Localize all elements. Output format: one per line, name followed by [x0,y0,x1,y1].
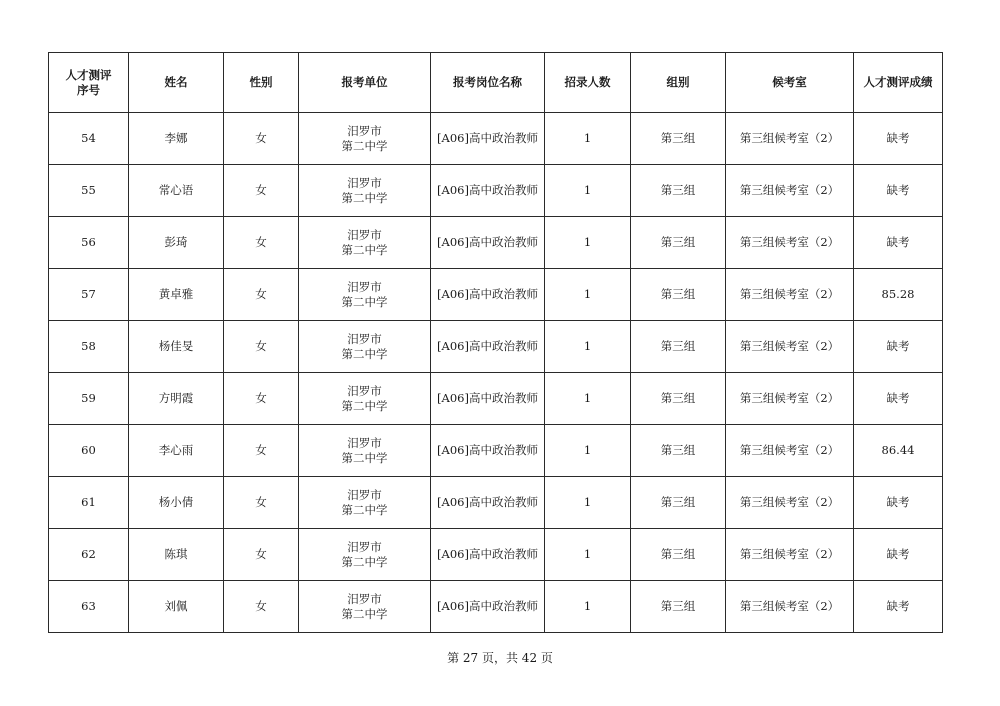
cell-group: 第三组 [631,269,726,321]
header-row [49,53,943,113]
unit-line-1: 汨罗市 [347,123,382,138]
cell-gender: 女 [224,425,299,477]
unit-line-2: 第二中学 [341,242,388,257]
cell-seq: 54 [49,113,129,165]
cell-unit [299,477,431,529]
cell-gender: 女 [224,477,299,529]
header-group: 组别 [631,53,726,113]
unit-line-1: 汨罗市 [347,331,382,346]
cell-room: 第三组候考室（2） [726,529,854,581]
cell-room: 第三组候考室（2） [726,477,854,529]
unit-line-2: 第二中学 [341,346,388,361]
cell-seq: 60 [49,425,129,477]
cell-score: 缺考 [854,217,943,269]
cell-quota: 1 [545,269,631,321]
cell-room: 第三组候考室（2） [726,165,854,217]
cell-name: 杨佳旻 [129,321,224,373]
cell-name: 李娜 [129,113,224,165]
cell-gender: 女 [224,321,299,373]
cell-group: 第三组 [631,165,726,217]
cell-unit [299,321,431,373]
table-row [49,425,943,477]
table-row [49,581,943,633]
unit-line-2: 第二中学 [341,190,388,205]
cell-quota: 1 [545,165,631,217]
table-row [49,217,943,269]
cell-unit [299,165,431,217]
cell-group: 第三组 [631,373,726,425]
cell-quota: 1 [545,581,631,633]
unit-line-1: 汨罗市 [347,487,382,502]
cell-score: 缺考 [854,477,943,529]
cell-position: [A06]高中政治教师 [431,529,545,581]
unit-line-1: 汨罗市 [347,279,382,294]
cell-unit [299,581,431,633]
results-table [48,52,943,633]
cell-seq: 61 [49,477,129,529]
cell-room: 第三组候考室（2） [726,581,854,633]
table-row [49,113,943,165]
cell-room: 第三组候考室（2） [726,321,854,373]
cell-group: 第三组 [631,477,726,529]
unit-line-1: 汨罗市 [347,227,382,242]
cell-seq: 58 [49,321,129,373]
cell-score: 缺考 [854,321,943,373]
cell-gender: 女 [224,113,299,165]
cell-group: 第三组 [631,581,726,633]
cell-position: [A06]高中政治教师 [431,113,545,165]
unit-line-2: 第二中学 [341,606,388,621]
cell-position: [A06]高中政治教师 [431,321,545,373]
cell-seq: 59 [49,373,129,425]
cell-unit [299,425,431,477]
unit-line-2: 第二中学 [341,138,388,153]
cell-seq: 56 [49,217,129,269]
table-row [49,321,943,373]
cell-group: 第三组 [631,529,726,581]
header-name: 姓名 [129,53,224,113]
page-footer: 第 27 页，共 42 页 [447,651,553,665]
cell-quota: 1 [545,373,631,425]
cell-quota: 1 [545,477,631,529]
cell-gender: 女 [224,269,299,321]
unit-line-2: 第二中学 [341,398,388,413]
cell-name: 李心雨 [129,425,224,477]
cell-group: 第三组 [631,425,726,477]
cell-seq: 57 [49,269,129,321]
cell-room: 第三组候考室（2） [726,425,854,477]
cell-room: 第三组候考室（2） [726,113,854,165]
header-gender: 性别 [224,53,299,113]
cell-score: 缺考 [854,373,943,425]
table-row [49,269,943,321]
cell-gender: 女 [224,581,299,633]
cell-seq: 63 [49,581,129,633]
cell-quota: 1 [545,217,631,269]
cell-score: 缺考 [854,529,943,581]
cell-group: 第三组 [631,217,726,269]
header-score: 人才测评成绩 [854,53,943,113]
cell-position: [A06]高中政治教师 [431,581,545,633]
cell-name: 黄卓雅 [129,269,224,321]
cell-room: 第三组候考室（2） [726,217,854,269]
unit-line-2: 第二中学 [341,294,388,309]
cell-gender: 女 [224,217,299,269]
cell-unit [299,373,431,425]
cell-position: [A06]高中政治教师 [431,165,545,217]
cell-score: 缺考 [854,113,943,165]
cell-unit [299,529,431,581]
table-row [49,373,943,425]
header-quota: 招录人数 [545,53,631,113]
cell-room: 第三组候考室（2） [726,373,854,425]
cell-name: 杨小倩 [129,477,224,529]
cell-room: 第三组候考室（2） [726,269,854,321]
cell-gender: 女 [224,165,299,217]
unit-line-2: 第二中学 [341,554,388,569]
cell-quota: 1 [545,425,631,477]
cell-seq: 62 [49,529,129,581]
cell-score: 缺考 [854,165,943,217]
cell-group: 第三组 [631,113,726,165]
table-row [49,477,943,529]
cell-position: [A06]高中政治教师 [431,217,545,269]
cell-position: [A06]高中政治教师 [431,425,545,477]
cell-position: [A06]高中政治教师 [431,477,545,529]
cell-score: 85.28 [854,269,943,321]
cell-score: 缺考 [854,581,943,633]
cell-quota: 1 [545,321,631,373]
cell-seq: 55 [49,165,129,217]
unit-line-2: 第二中学 [341,450,388,465]
cell-score: 86.44 [854,425,943,477]
cell-gender: 女 [224,529,299,581]
unit-line-1: 汨罗市 [347,539,382,554]
cell-unit [299,113,431,165]
table-row [49,529,943,581]
cell-gender: 女 [224,373,299,425]
cell-unit [299,269,431,321]
header-seq: 人才测评 序号 [49,53,129,113]
unit-line-1: 汨罗市 [347,383,382,398]
unit-line-2: 第二中学 [341,502,388,517]
cell-name: 陈琪 [129,529,224,581]
unit-line-1: 汨罗市 [347,435,382,450]
table-row [49,165,943,217]
cell-name: 常心语 [129,165,224,217]
cell-group: 第三组 [631,321,726,373]
cell-quota: 1 [545,113,631,165]
header-room: 候考室 [726,53,854,113]
cell-name: 刘佩 [129,581,224,633]
unit-line-1: 汨罗市 [347,175,382,190]
header-unit: 报考单位 [299,53,431,113]
unit-line-1: 汨罗市 [347,591,382,606]
cell-quota: 1 [545,529,631,581]
cell-position: [A06]高中政治教师 [431,269,545,321]
table-body [49,113,943,633]
cell-name: 彭琦 [129,217,224,269]
header-position: 报考岗位名称 [431,53,545,113]
cell-position: [A06]高中政治教师 [431,373,545,425]
cell-name: 方明霞 [129,373,224,425]
cell-unit [299,217,431,269]
